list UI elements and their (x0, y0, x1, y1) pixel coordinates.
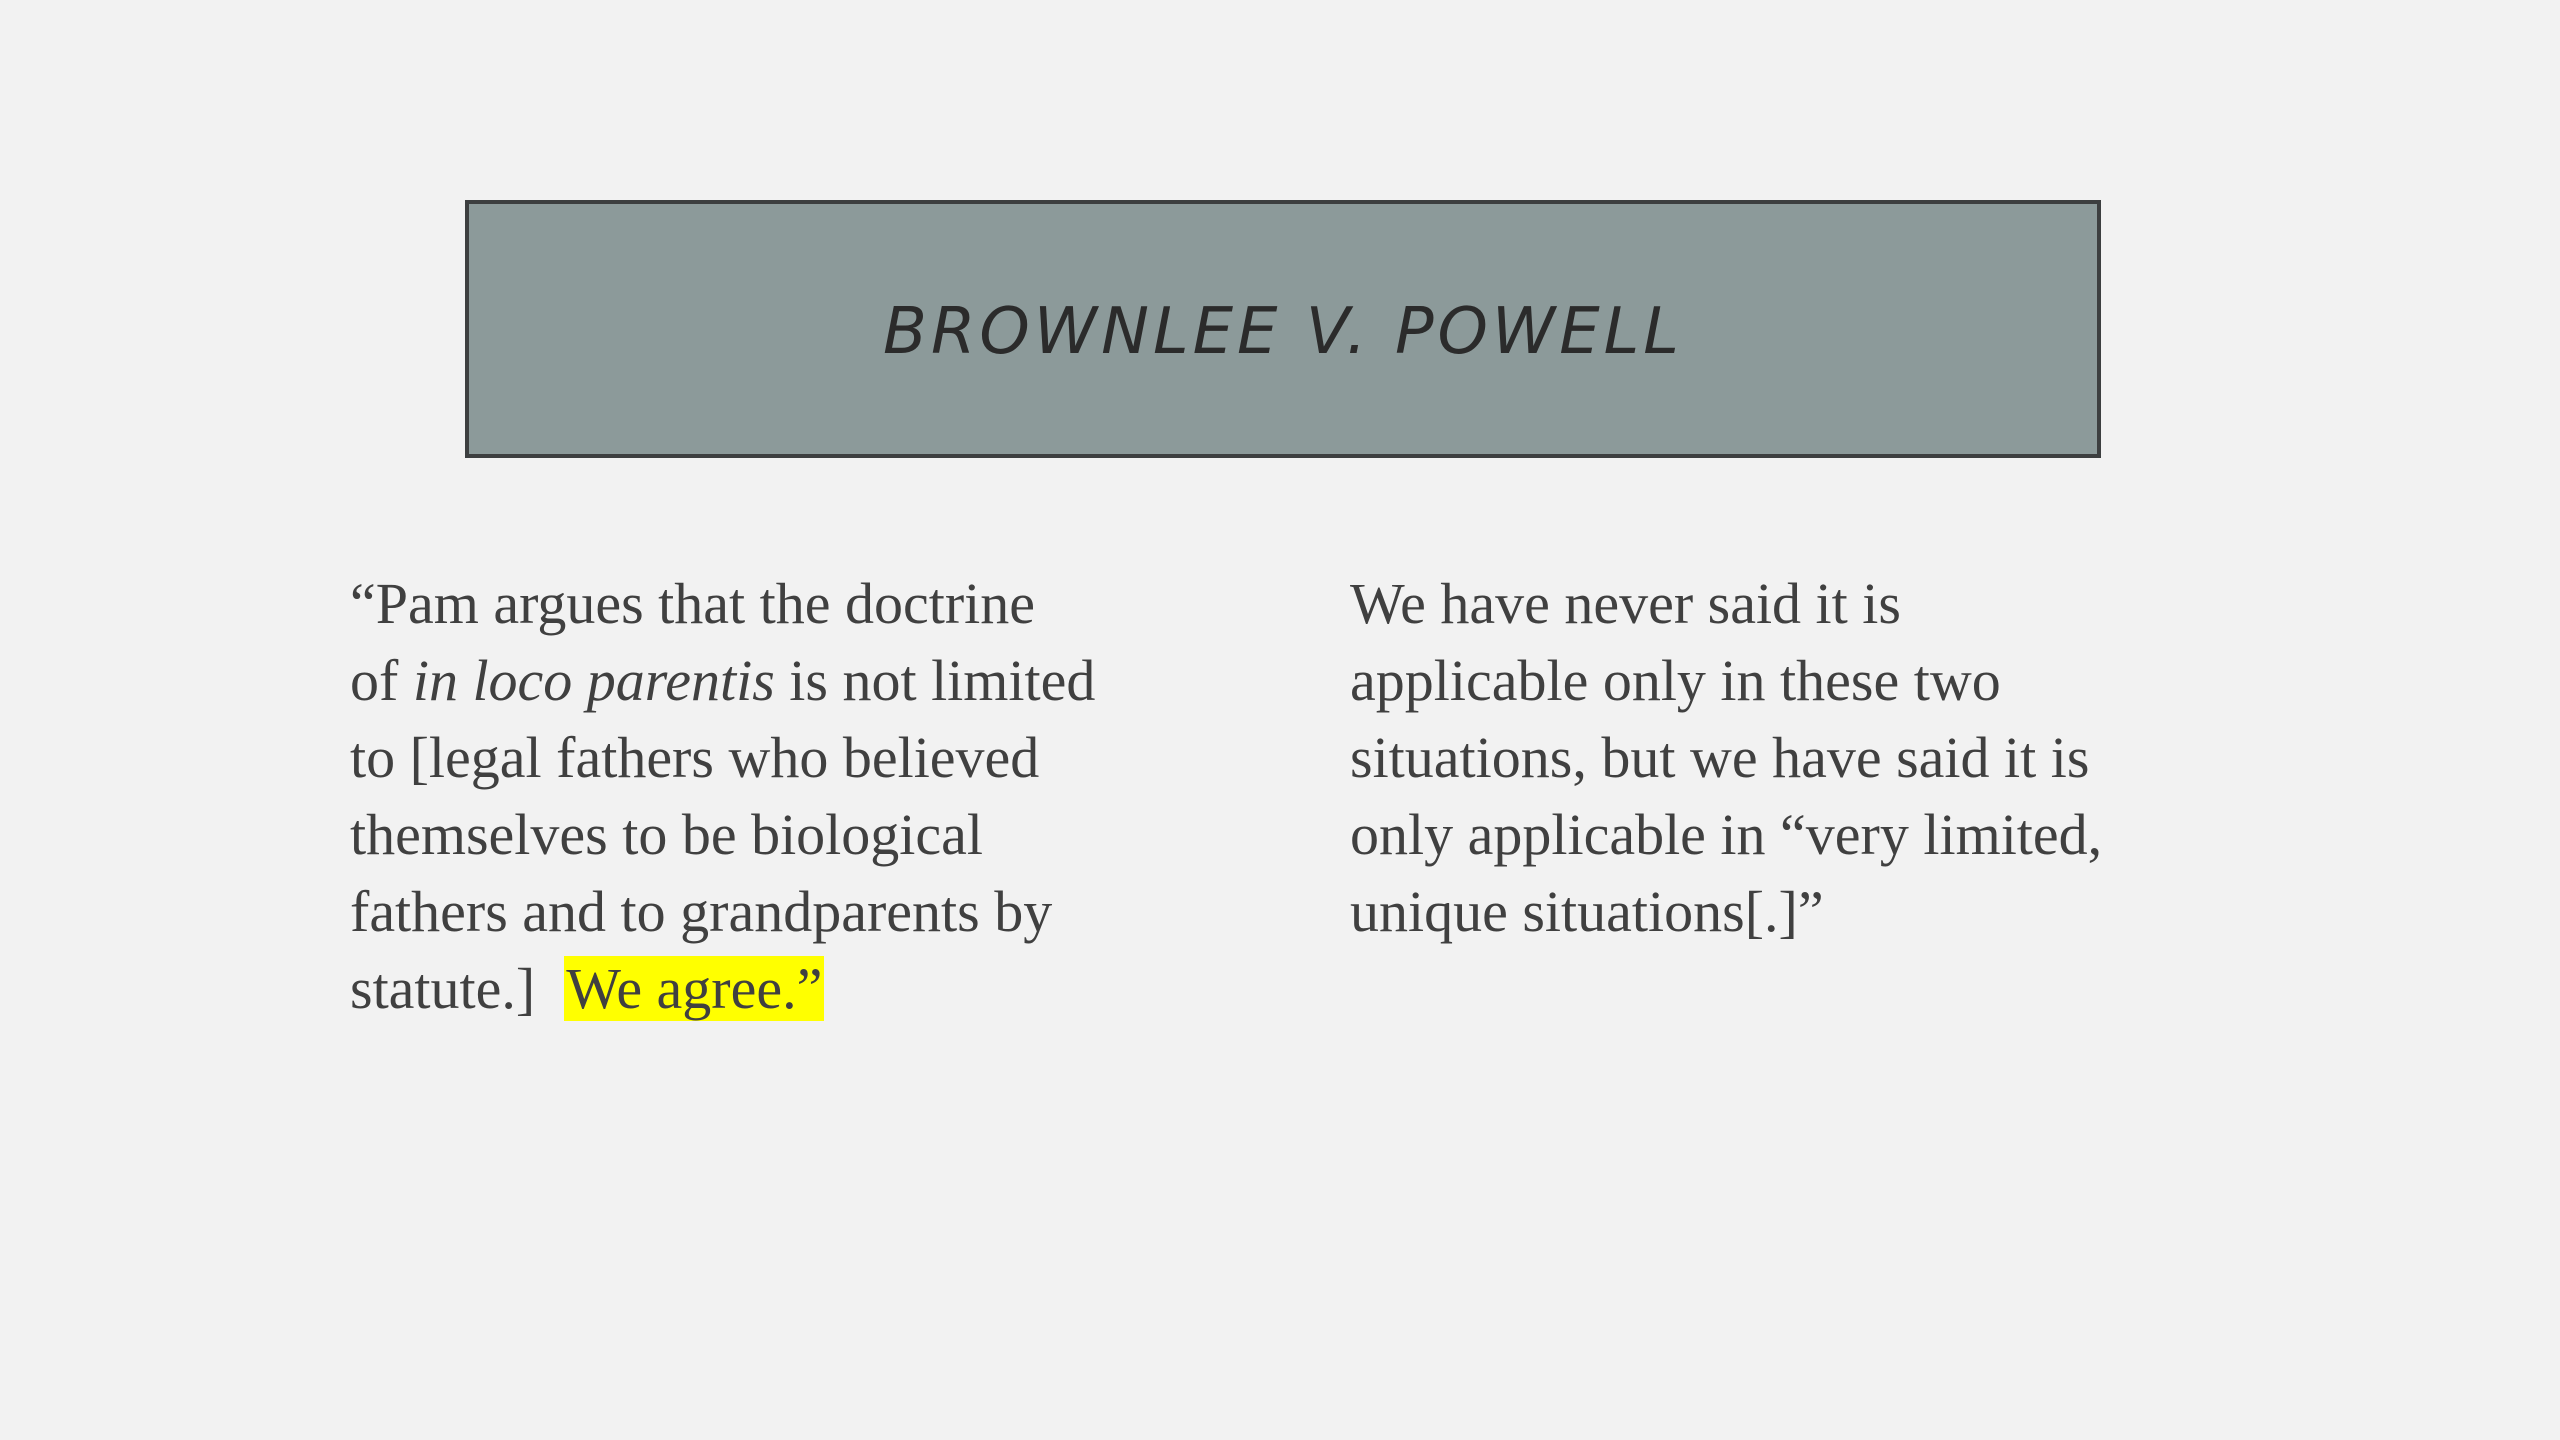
left-line-2 (350, 642, 1230, 719)
left-line-6 (350, 950, 1230, 1027)
right-line-2: applicable only in these two (1350, 648, 2001, 713)
right-line-1: We have never said it is (1350, 571, 1901, 636)
left-quote-column (350, 565, 1230, 1027)
highlighted-text: We agree.” (566, 956, 823, 1021)
right-quote-column (1350, 565, 2250, 950)
title-box (465, 200, 2101, 458)
left-line-2-post: is not limited (774, 648, 1096, 713)
left-line-6-pre: statute.] (350, 956, 565, 1021)
right-line-4: only applicable in “very limited, (1350, 802, 2103, 867)
slide-title: BROWNLEE V. POWELL (883, 295, 1683, 369)
left-line-1: “Pam argues that the doctrine (350, 571, 1036, 636)
latin-phrase: in loco parentis (412, 648, 775, 713)
left-line-4: themselves to be biological (350, 802, 984, 867)
right-line-3: situations, but we have said it is (1350, 725, 2090, 790)
left-line-3: to [legal fathers who believed (350, 725, 1040, 790)
right-line-5: unique situations[.]” (1350, 879, 1824, 944)
left-line-2-pre: of (350, 648, 413, 713)
left-line-5: fathers and to grandparents by (350, 879, 1053, 944)
